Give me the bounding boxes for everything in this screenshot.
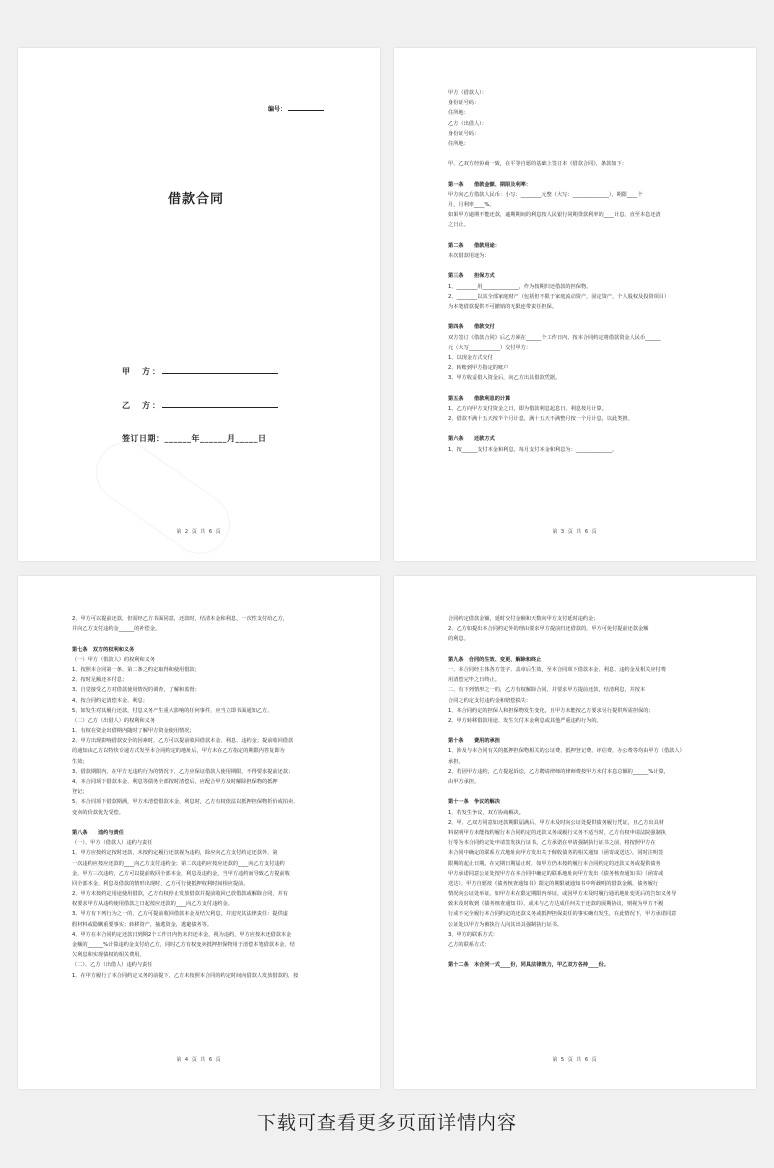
blank-line: [448, 424, 710, 434]
text-line: 如果甲方逾期不能还款，逾期期间的利息按人民银行同期贷款利率的____计息，直至本息还清: [448, 212, 661, 219]
party-b-field: 乙 方：: [122, 400, 278, 411]
text-line: 2、甲方未按约定用途使用借款，乙方有权停止发放借款并提前收回已放借款或解除合同，并有: [72, 891, 288, 898]
text-line: 二、有下列情形之一的，乙方有权解除合同，并要求甲方提前还款，结清利息，并按本: [448, 687, 646, 694]
text-line: 甲方向乙方借款人民币：小写：________元整（大写：______________），期限____个: [448, 191, 643, 198]
section-heading: 第八条 违约与责任: [72, 829, 124, 836]
text-line: 欠利息和实现债权的相关费用。: [72, 952, 145, 959]
text-line: 1、以现金方式交付: [448, 354, 493, 361]
text-line: 并向乙方支付违约金______的补偿金。: [72, 626, 161, 633]
text-line: 1、按照本合同第一条、第二条之约定取得和使用借款；: [72, 666, 200, 673]
text-line: 2、若因甲方违约，乙方提起诉讼，乙方聘请律师的律师费按甲方未付本息总额的______%计算，: [448, 768, 669, 775]
text-line: 假材料或隐瞒重要事实；转移资产，抽逃资金，逃避债务等。: [72, 921, 213, 928]
text-line: 为本笔借款提供不可撤销的无限连带责任担保。: [448, 303, 557, 310]
text-line: 合同约定借款金额，延时交付金额和天数向甲方支付延时违约金；: [448, 616, 599, 622]
blank-line: [448, 726, 710, 736]
page-number: 第 3 页 共 6 页: [552, 529, 598, 535]
text-line: 2、转账到甲方指定的账户: [448, 365, 509, 372]
page-body: [448, 88, 710, 455]
text-line: 4、本合同项下借款本金、利息等债务全部按时清偿后，应配合甲方及时解除担保物的抵押: [72, 779, 278, 785]
text-line: 金额的______%计算违约金支付给乙方，同时乙方有权变卖抵押担保物用于清偿本笔借款本金、结: [72, 942, 295, 948]
page-body: [448, 614, 710, 971]
text-line: 4、按合同约定清偿本金、利息；: [72, 697, 148, 704]
text-line: 1、涉及与本合同有关的抵押担保物相关的公证费、抵押登记费、评估费、办公费等均由甲方（借款人）: [448, 748, 685, 755]
download-prompt[interactable]: 下载可查看更多页面详情内容: [256, 1112, 517, 1134]
text-line: 元（大写____________）交付甲方：: [448, 344, 532, 351]
blank-line: [448, 170, 710, 180]
text-line: 2、按时足额还本付息；: [72, 677, 128, 684]
party-a-field: 甲 方：: [122, 366, 278, 377]
text-line: 乙方（出借人）：: [448, 120, 487, 127]
text-line: 2、甲、乙双方同意如还款期限届满后，甲方未及时向公证处提供债务履行凭证，且乙方出具材: [448, 819, 664, 826]
section-heading: 第四条 借款交付: [448, 324, 495, 331]
text-line: 行或不完全履行本合同约定的还款义务或抵押担保责任的事实确有发生，在此情况下，甲方承诺同意: [448, 911, 677, 918]
text-line: 回全部本金、利息及借款的情形出现时，乙方可行使抵押权利时间相应提前。: [72, 880, 249, 887]
page-body: [72, 614, 334, 981]
party-a-blank: [162, 373, 278, 374]
text-line: 1、乙方向甲方支付资金之日，即为借款利息起息日，利息按月计算。: [448, 405, 607, 412]
blank-line: [448, 383, 710, 393]
blank-line: [448, 231, 710, 241]
blank-line: [448, 950, 710, 960]
text-line: （一）、甲方（借款人）违约与责任: [72, 840, 153, 847]
text-line: 甲方承诺同意公证处按甲方在本合同中确定的联系地址向甲方发出《债务核查通知书》（函寄或: [448, 870, 664, 877]
section-heading: 第六条 还款方式: [448, 436, 495, 443]
text-line: 之日止。: [448, 222, 469, 229]
blank-line: [448, 261, 710, 271]
text-line: 5、如发生对其履行还款，付息义务产生重大影响的任何事件，应当立即书面通知乙方。: [72, 707, 273, 714]
section-heading: 第九条 合同的生效、变更、解除和终止: [448, 656, 542, 663]
page-5: [394, 576, 756, 1089]
text-line: 甲、乙双方经协商一致，在平等自愿的基础上签订本《借款合同》，条款如下：: [448, 161, 627, 168]
blank-line: [448, 645, 710, 655]
section-heading: 第二条 借款用途：: [448, 242, 500, 249]
text-line: 本合同中确定的联系方式地址向甲方发出关于催收债务的相关通知（函寄或送达）。同时注明签: [448, 850, 664, 857]
text-line: 住所地：: [448, 110, 469, 117]
text-line: 2、乙方如提出本合同约定外的理由要求甲方提前归还借款的，甲方可免付提前还款金额: [448, 626, 649, 633]
text-line: 1、若发生争议，双方协商解决。: [448, 809, 524, 816]
sign-date-field: 签订日期：______年______月_____日: [122, 434, 267, 443]
text-line: 甲方（借款人）：: [448, 90, 487, 96]
text-line: 一次违约应按应还款的____向乙方支付违约金；第二次违约应按应还款的____向乙方支付违约: [72, 860, 285, 867]
text-line: 公证处以甲方为被执行人向其出具强制执行证书。: [448, 921, 563, 928]
contract-number-blank: [288, 110, 324, 111]
page-3: [394, 48, 756, 561]
section-heading: 第十一条 争议的解决: [448, 799, 500, 806]
section-heading: 第三条 担保方式: [448, 273, 495, 280]
text-line: 情况向公证处举证。如甲方未在限定期限内举证，或因甲方未及时履行通讯地址变更后的告知义务导: [448, 891, 677, 898]
text-line: 2、甲方转移借款用途、发生欠付本金利息或其他严重违约行为的。: [448, 717, 602, 724]
text-line: 3、借款期限内，在甲方无违约行为的情况下，乙方应保证借款人使用期限，不得要求提前还款；: [72, 768, 294, 775]
text-line: 用清偿完毕之日终止。: [448, 677, 500, 684]
text-line: 限期的起止日期。在完期日期届止时，如甲方仍未按约履行本合同约定的还款义务或提供债务: [448, 860, 661, 867]
page-4: [18, 576, 380, 1089]
text-line: 送达），甲方自愿按《债务核查通知书》限定的期限就通知书中所载明的借款金额，债务履行: [448, 880, 659, 887]
text-line: 1、在甲方履行了本合同约定义务的前提下，乙方未按照本合同的约定时间向借款人发放借款的，按: [72, 972, 299, 979]
text-line: 身份证号码：: [448, 130, 480, 137]
text-line: 月，月利率____%。: [448, 202, 495, 209]
text-line: 生效；: [72, 758, 88, 765]
page-number: 第 4 页 共 6 页: [176, 1057, 222, 1063]
party-b-blank: [162, 407, 278, 408]
text-line: 的通知由乙方以特快专递方式发至本合同约定的地址后，甲方未在乙方指定的期限内答复即为: [72, 748, 285, 755]
text-line: 3、甲方有下列行为之一的，乙方可提前收回借款本金及结欠利息，并追究其法律责任：提供虚: [72, 911, 288, 918]
text-line: 登记；: [72, 789, 88, 796]
text-line: 本次借款用途为：: [448, 253, 490, 259]
text-line: 1、按______支付本金和利息，每月支付本金和利息为：______________。: [448, 446, 618, 453]
text-line: 一、本合同经主体各方签字、盖章后生效，至本合同项下借款本金、利息、违约金及相关应付费: [448, 666, 666, 673]
blank-line: [448, 787, 710, 797]
text-line: 4、甲方在本合同约定还款日到期2个工作日内仍未归还本金，视为违约，甲方应按未还借款本金: [72, 931, 292, 938]
text-line: 权要求甲方从违约使用借款之日起按应还款的____向乙方支付违约金。: [72, 901, 233, 908]
text-line: 行等为本合同约定处申请签发执行证书。乙方承诺在申请强制执行证书之前，将按照甲方在: [448, 840, 656, 847]
text-line: 乙方的联系方式：: [448, 942, 490, 948]
section-heading: 第一条 借款金额、期限及利率：: [448, 181, 532, 188]
text-line: 合同之约定支付违约金和赔偿损失：: [448, 697, 532, 704]
blank-line: [72, 634, 334, 644]
text-line: 变卖的价款优先受偿。: [72, 809, 124, 816]
section-heading: 第十条 费用的承担: [448, 738, 500, 745]
text-line: （二）、乙方（出借人）违约与责任: [72, 962, 153, 969]
page-number: 第 5 页 共 6 页: [552, 1057, 598, 1063]
watermark: [84, 430, 241, 561]
text-line: 5、本合同项下借款期满，甲方未清偿借款本金、利息时，乙方有权依法以抵押担保物折价或拍卖、: [72, 799, 299, 806]
text-line: 3、自觉接受乙方对借款使用情况的调查，了解和监督；: [72, 687, 200, 694]
text-line: 1、有权在资金出借期内随时了解甲方资金使用情况；: [72, 728, 195, 735]
text-line: 2、甲方可以提前还款，但需经乙方书面同意，还款时，结清本金和利息，一次性支付给乙方，: [72, 616, 288, 622]
text-line: 承担。: [448, 758, 464, 765]
text-line: 2、借款不满十五天按半个月计息，满十五天不满整月按一个月计息，以此类推。: [448, 416, 633, 422]
text-line: 2、________以其全部家庭财产（包括但不限于家庭流动资产，固定资产，个人股权及投资项目）: [448, 293, 670, 300]
text-line: 致未及时收到《债务核查通知书》，或未与乙方达成任何关于还款的展期协议，则视为甲方不履: [448, 901, 664, 908]
text-line: 由甲方承担。: [448, 779, 480, 785]
blank-line: [72, 818, 334, 828]
section-heading: 第十二条 本合同一式____份，同具法律效力，甲乙双方各持____份。: [448, 962, 609, 969]
text-line: 3、甲方收妥借入资金后，向乙方出具借款凭据。: [448, 375, 561, 382]
section-heading: 第七条 双方的权利和义务: [72, 646, 135, 653]
text-line: 料说明甲方未能按约履行本合同约定的还款义务或履行义务不适当时，乙方有权申请法院强制执: [448, 829, 666, 836]
text-line: （二）乙方（出借人）的权利和义务: [72, 717, 156, 724]
page-number: 第 2 页 共 6 页: [176, 529, 222, 535]
text-line: 3、甲方的联系方式：: [448, 931, 498, 938]
page-cover: [18, 48, 380, 561]
section-heading: 第五条 借款利息的计算: [448, 395, 511, 402]
text-line: 金。甲方三次违约，乙方可以提前收回全部本金，利息及违约金，当甲方违约而导致乙方提前收: [72, 870, 290, 877]
document-title: 借款合同: [168, 192, 225, 207]
blank-line: [448, 149, 710, 159]
text-line: 1、本合同约定的担保人和担保物发生变化，且甲方未能按乙方要求另行提供所需担保的；: [448, 707, 654, 714]
text-line: 2、甲方出现影响借款安全的因素时，乙方可以提前收回借款本金、利息、违约金；提前收回借款: [72, 738, 294, 745]
text-line: 的利息。: [448, 636, 469, 643]
text-line: （一）甲方（借款人）的权利和义务: [72, 656, 156, 663]
text-line: 住所地：: [448, 140, 469, 147]
text-line: 1、________用______________，作为按期归还借款的担保物。: [448, 283, 592, 290]
text-line: 身份证号码：: [448, 100, 480, 107]
text-line: 双方签订《借款合同》后乙方须在______个工作日内，按本合同约定将借款资金人民币______: [448, 334, 661, 341]
blank-line: [448, 312, 710, 322]
contract-number: 编号：: [268, 104, 324, 113]
text-line: 1、甲方应按约定按时还款，未按约定履行还款视为违约，除应向乙方支付约定还款外，第: [72, 850, 278, 857]
